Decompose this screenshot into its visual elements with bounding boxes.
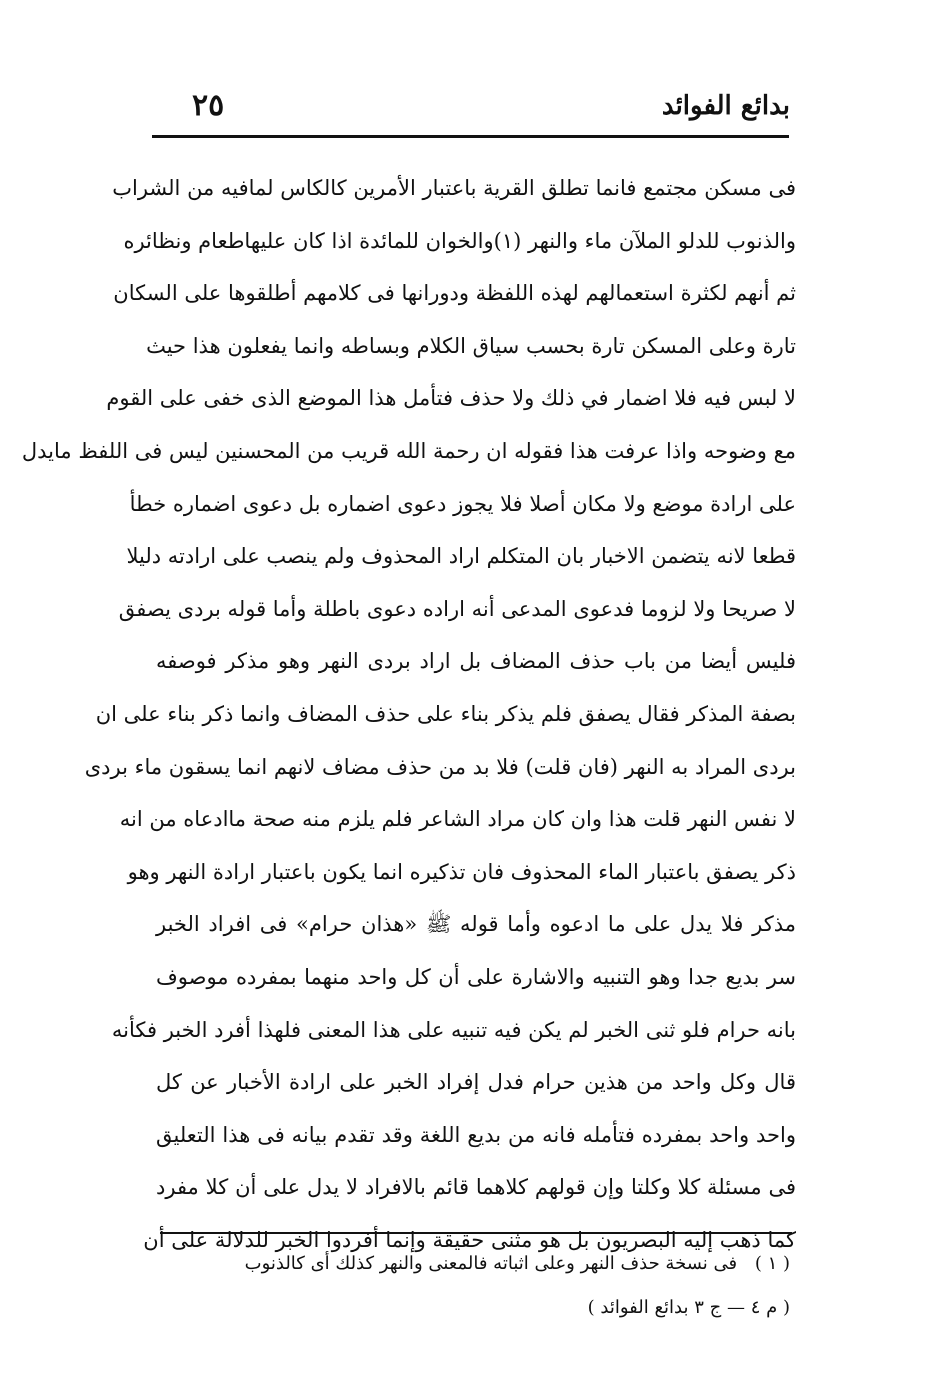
text-line: ثم أنهم لكثرة استعمالهم لهذه اللفظة ودورانها فى كلامهم أطلقوها على السكان: [113, 281, 796, 306]
text-line: بصفة المذكر فقال يصفق فلم يذكر بناء على حذف المضاف وانما ذكر بناء على ان: [95, 701, 796, 726]
footnote-marker: ( ١ ): [754, 1253, 790, 1274]
text-line: بانه حرام فلو ثنى الخبر لم يكن فيه تنبيه على هذا المعنى فلهذا أفرد الخبر فكأنه: [111, 1017, 796, 1042]
text-line: والذنوب للدلو الملآن ماء والنهر (١)والخوان للمائدة اذا كان عليهاطعام ونظائره: [123, 228, 796, 253]
text-line: لا لبس فيه فلا اضمار في ذلك ولا حذف فتأمل هذا الموضع الذى خفى على القوم: [106, 386, 796, 411]
text-line: لا صريحا ولا لزوما فدعوى المدعى أنه اراده دعوى باطلة وأما قوله بردى يصفق: [118, 596, 796, 621]
text-line: كما ذهب إليه البصريون بل هو مثنى حقيقة وإنما أفردوا الخبر للدلالة على أن: [143, 1227, 796, 1252]
page-number: ٢٥: [192, 88, 225, 123]
printer-signature: ( م ٤ — ج ٣ بدائع الفوائد ): [587, 1297, 790, 1318]
main-text: [21, 162, 796, 1266]
footnote-rule: [160, 1232, 792, 1234]
header-rule: [152, 135, 789, 138]
text-line: فى مسكن مجتمع فانما تطلق القرية باعتبار الأمرين كالكاس لمافيه من الشراب: [112, 176, 796, 200]
text-line: فليس أيضا من باب حذف المضاف بل اراد بردى النهر وهو مذكر فوصفه: [156, 649, 796, 674]
text-line: ذكر يصفق باعتبار الماء المحذوف فان تذكيره انما يكون باعتبار ارادة النهر وهو: [127, 859, 796, 884]
footnote: [200, 1248, 790, 1280]
text-line: بردى المراد به النهر (فان قلت) فلا بد من حذف مضاف لانهم انما يسقون ماء بردى: [84, 754, 796, 779]
text-line: تارة وعلى المسكن تارة بحسب سياق الكلام وبساطه وانما يفعلون هذا حيث: [146, 333, 796, 358]
page-header: [150, 86, 790, 126]
text-line: مذكر فلا يدل على ما ادعوه وأما قوله ﷺ «هذان حرام» فى افراد الخبر: [156, 912, 796, 937]
footnote-text: فى نسخة حذف النهر وعلى اثباته فالمعنى والنهر كذلك أى كالذنوب: [244, 1253, 738, 1274]
text-line: قطعا لانه يتضمن الاخبار بان المتكلم اراد المحذوف ولم ينصب على ارادته دليلا: [126, 544, 796, 569]
text-line: قال وكل واحد من هذين حرام فدل إفراد الخبر على ارادة الأخبار عن كل: [156, 1070, 796, 1095]
text-line: مع وضوحه واذا عرفت هذا فقوله ان رحمة الله قريب من المحسنين ليس فى اللفظ مايدل: [21, 438, 796, 463]
text-line: فى مسئلة كلا وكلتا وإن قولهم كلاهما قائم بالافراد لا يدل على أن كلا مفرد: [156, 1175, 796, 1200]
text-line: سر بديع جدا وهو التنبيه والاشارة على أن كل واحد منهما بمفرده موصوف: [156, 964, 796, 989]
text-line: لا نفس النهر قلت هذا وان كان مراد الشاعر فلم يلزم منه صحة ماادعاه من انه: [119, 807, 796, 832]
text-line: على ارادة موضع ولا مكان أصلا فلا يجوز دعوى اضماره بل دعوى اضماره خطأ: [129, 491, 796, 516]
text-line: واحد واحد بمفرده فتأمله فانه من بديع اللغة وقد تقدم بيانه فى هذا التعليق: [156, 1122, 796, 1147]
running-title: بدائع الفوائد: [661, 91, 790, 121]
